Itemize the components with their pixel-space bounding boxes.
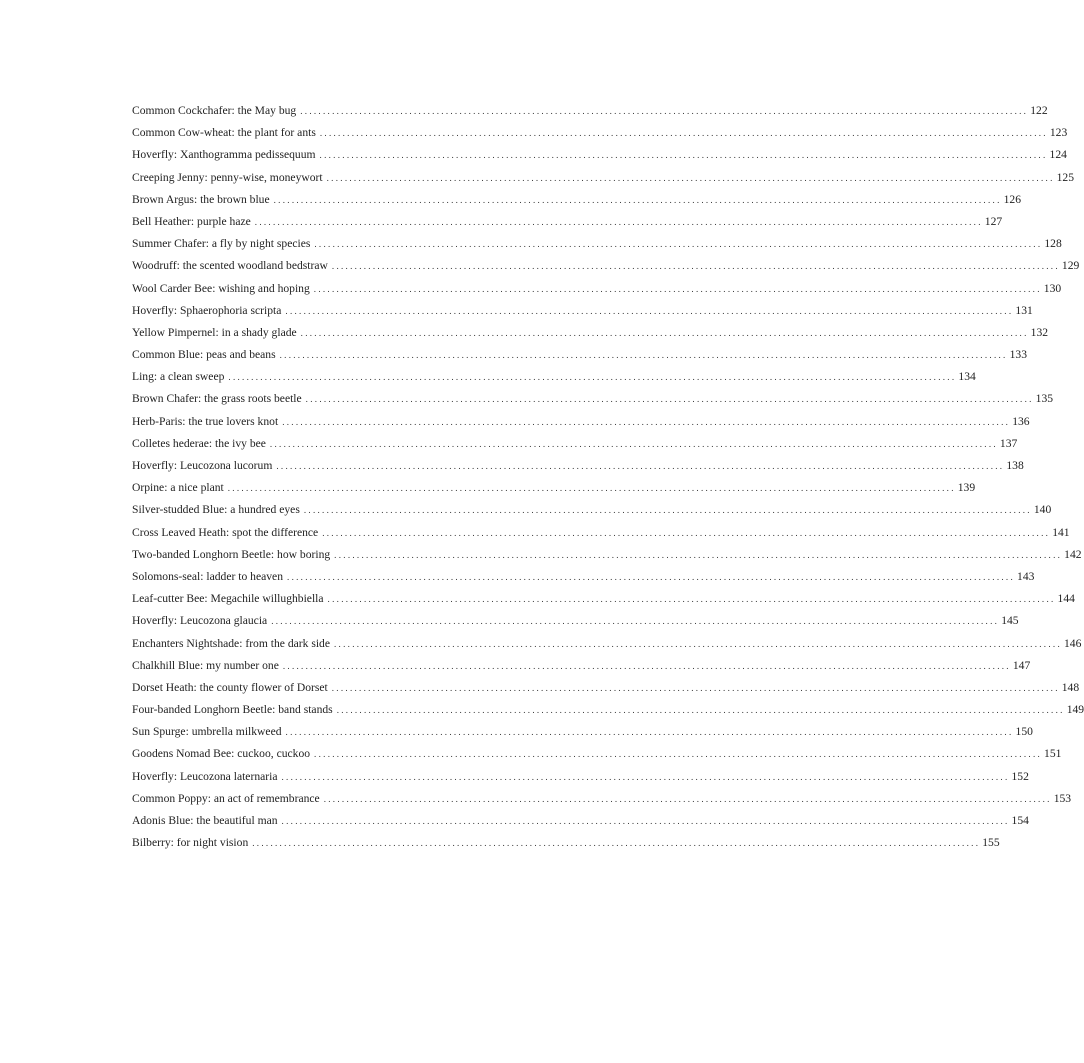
toc-entry-title: Solomons-seal: ladder to heaven xyxy=(132,569,284,583)
toc-entry-page: 140 xyxy=(1033,503,1052,517)
toc-entry-page: 141 xyxy=(1052,525,1070,539)
toc-entry[interactable] xyxy=(132,610,1019,632)
toc-entry-page: 133 xyxy=(1009,348,1027,362)
dot-leader: ................................................................................................................................................................ xyxy=(287,571,1016,582)
dot-leader: ................................................................................................................................................................ xyxy=(271,616,1000,627)
dot-leader: ................................................................................................................................................................ xyxy=(331,261,1060,272)
toc-entry[interactable] xyxy=(132,566,1035,588)
toc-entry-title: Common Cow-wheat: the plant for ants xyxy=(132,126,316,140)
dot-leader: ................................................................................................................................................................ xyxy=(331,682,1060,693)
toc-entry[interactable] xyxy=(132,255,1080,277)
toc-entry[interactable] xyxy=(132,677,1080,699)
toc-entry-title: Woodruff: the scented woodland bedstraw xyxy=(132,259,328,273)
toc-entry-title: Chalkhill Blue: my number one xyxy=(132,658,279,672)
toc-entry-page: 152 xyxy=(1011,769,1029,783)
dot-leader: ................................................................................................................................................................ xyxy=(303,505,1032,516)
toc-entry[interactable] xyxy=(132,278,1062,300)
toc-entry[interactable] xyxy=(132,233,1062,255)
toc-entry-page: 143 xyxy=(1017,569,1035,583)
toc-entry[interactable] xyxy=(132,588,1075,610)
toc-entry[interactable] xyxy=(132,544,1082,566)
toc-entry-page: 147 xyxy=(1012,658,1031,672)
toc-entry-title: Hoverfly: Xanthogramma pedissequum xyxy=(132,148,316,162)
toc-entry-page: 149 xyxy=(1066,703,1084,717)
toc-entry[interactable] xyxy=(132,366,976,388)
dot-leader: ................................................................................................................................................................ xyxy=(276,461,1005,471)
toc-entry[interactable] xyxy=(132,388,1054,410)
toc-entry-page: 146 xyxy=(1064,636,1082,650)
table-of-contents xyxy=(132,100,1084,854)
toc-entry[interactable] xyxy=(132,167,1075,189)
toc-entry-title: Bilberry: for night vision xyxy=(132,836,249,850)
toc-entry[interactable] xyxy=(132,633,1082,655)
toc-entry[interactable] xyxy=(132,788,1072,810)
dot-leader: ................................................................................................................................................................ xyxy=(227,483,956,494)
toc-entry[interactable] xyxy=(132,832,1000,854)
dot-leader: ................................................................................................................................................................ xyxy=(319,128,1048,139)
toc-entry-page: 151 xyxy=(1044,747,1062,761)
toc-entry-page: 132 xyxy=(1030,325,1049,339)
toc-entry-page: 137 xyxy=(999,436,1018,450)
toc-entry-title: Wool Carder Bee: wishing and hoping xyxy=(132,281,310,295)
toc-entry-page: 126 xyxy=(1003,192,1022,206)
toc-entry-page: 130 xyxy=(1043,281,1062,295)
toc-entry[interactable] xyxy=(132,189,1022,211)
dot-leader: ................................................................................................................................................................ xyxy=(305,394,1034,405)
toc-entry[interactable] xyxy=(132,433,1018,455)
toc-entry-page: 138 xyxy=(1006,459,1024,472)
dot-leader: ................................................................................................................................................................ xyxy=(300,327,1029,338)
toc-entry-title: Four-banded Longhorn Beetle: band stands xyxy=(132,703,333,717)
toc-entry-title: Goodens Nomad Bee: cuckoo, cuckoo xyxy=(132,747,311,761)
toc-entry[interactable] xyxy=(132,743,1062,765)
toc-entry-title: Common Poppy: an act of remembrance xyxy=(132,791,320,805)
dot-leader: ................................................................................................................................................................ xyxy=(327,594,1056,605)
toc-entry-page: 125 xyxy=(1056,170,1075,184)
toc-entry-page: 145 xyxy=(1001,614,1019,628)
toc-entry-title: Dorset Heath: the county flower of Dorset xyxy=(132,680,328,694)
toc-entry[interactable] xyxy=(132,699,1084,721)
toc-entry[interactable] xyxy=(132,499,1052,521)
toc-entry-title: Brown Argus: the brown blue xyxy=(132,192,270,206)
toc-entry-page: 129 xyxy=(1061,259,1080,273)
toc-entry[interactable] xyxy=(132,122,1068,144)
dot-leader: ................................................................................................................................................................ xyxy=(282,660,1011,671)
toc-entry-title: Orpine: a nice plant xyxy=(132,481,224,495)
toc-entry-page: 122 xyxy=(1030,104,1048,117)
toc-entry[interactable] xyxy=(132,144,1067,166)
toc-entry-title: Silver-studded Blue: a hundred eyes xyxy=(132,503,300,517)
dot-leader: ................................................................................................................................................................ xyxy=(326,172,1055,183)
toc-entry-page: 148 xyxy=(1061,680,1080,694)
dot-leader: ................................................................................................................................................................ xyxy=(313,283,1042,294)
toc-entry[interactable] xyxy=(132,766,1029,788)
dot-leader: ................................................................................................................................................................ xyxy=(314,239,1043,250)
dot-leader: ................................................................................................................................................................ xyxy=(300,106,1029,116)
dot-leader: ................................................................................................................................................................ xyxy=(228,372,957,383)
toc-entry-page: 135 xyxy=(1035,392,1054,406)
toc-entry[interactable] xyxy=(132,211,1003,233)
toc-entry-page: 154 xyxy=(1011,814,1029,827)
toc-entry-page: 127 xyxy=(984,214,1003,228)
toc-entry-page: 144 xyxy=(1057,592,1075,606)
toc-entry[interactable] xyxy=(132,300,1033,322)
toc-entry-page: 128 xyxy=(1044,237,1062,251)
toc-entry-title: Ling: a clean sweep xyxy=(132,370,225,384)
dot-leader: ................................................................................................................................................................ xyxy=(273,194,1002,205)
dot-leader: ................................................................................................................................................................ xyxy=(314,749,1043,760)
toc-entry-page: 136 xyxy=(1012,414,1030,428)
toc-entry[interactable] xyxy=(132,100,1048,122)
toc-entry[interactable] xyxy=(132,411,1030,433)
dot-leader: ................................................................................................................................................................ xyxy=(285,305,1014,316)
dot-leader: ................................................................................................................................................................ xyxy=(285,727,1014,738)
toc-entry-title: Two-banded Longhorn Beetle: how boring xyxy=(132,547,331,561)
toc-entry-title: Common Blue: peas and beans xyxy=(132,348,276,362)
toc-entry[interactable] xyxy=(132,322,1049,344)
dot-leader: ................................................................................................................................................................ xyxy=(252,838,981,849)
dot-leader: ................................................................................................................................................................ xyxy=(281,816,1010,826)
toc-entry-page: 153 xyxy=(1053,791,1072,805)
toc-entry-title: Adonis Blue: the beautiful man xyxy=(132,814,278,827)
dot-leader: ................................................................................................................................................................ xyxy=(282,416,1011,427)
toc-entry-title: Sun Spurge: umbrella milkweed xyxy=(132,725,282,739)
toc-entry[interactable] xyxy=(132,810,1029,832)
toc-entry[interactable] xyxy=(132,344,1027,366)
dot-leader: ................................................................................................................................................................ xyxy=(254,216,983,227)
toc-entry-page: 124 xyxy=(1049,148,1067,162)
dot-leader: ................................................................................................................................................................ xyxy=(334,638,1062,649)
dot-leader: ................................................................................................................................................................ xyxy=(322,527,1051,538)
toc-entry-title: Cross Leaved Heath: spot the difference xyxy=(132,525,319,539)
toc-entry-page: 131 xyxy=(1015,303,1033,317)
toc-entry-title: Creeping Jenny: penny-wise, moneywort xyxy=(132,170,323,184)
toc-entry-page: 150 xyxy=(1015,725,1033,739)
dot-leader: ................................................................................................................................................................ xyxy=(336,705,1065,716)
dot-leader: ................................................................................................................................................................ xyxy=(334,549,1063,560)
toc-entry-title: Colletes hederae: the ivy bee xyxy=(132,436,266,450)
toc-entry[interactable] xyxy=(132,522,1070,544)
toc-entry[interactable] xyxy=(132,721,1033,743)
dot-leader: ................................................................................................................................................................ xyxy=(279,350,1008,361)
toc-entry-page: 142 xyxy=(1064,547,1082,561)
toc-entry-title: Common Cockchafer: the May bug xyxy=(132,104,297,117)
toc-entry-title: Hoverfly: Sphaerophoria scripta xyxy=(132,303,282,317)
toc-entry-title: Enchanters Nightshade: from the dark side xyxy=(132,636,330,650)
dot-leader: ................................................................................................................................................................ xyxy=(323,793,1052,804)
toc-entry-title: Hoverfly: Leucozona laternaria xyxy=(132,769,278,783)
toc-entry-title: Summer Chafer: a fly by night species xyxy=(132,237,311,251)
toc-entry-title: Brown Chafer: the grass roots beetle xyxy=(132,392,302,406)
toc-entry-page: 134 xyxy=(958,370,976,384)
toc-entry[interactable] xyxy=(132,455,1024,477)
toc-entry-title: Bell Heather: purple haze xyxy=(132,214,251,228)
toc-entry-title: Hoverfly: Leucozona lucorum xyxy=(132,459,273,472)
toc-entry-page: 139 xyxy=(957,481,976,495)
toc-entry-title: Hoverfly: Leucozona glaucia xyxy=(132,614,268,628)
toc-entry-page: 123 xyxy=(1049,126,1068,140)
toc-entry-title: Yellow Pimpernel: in a shady glade xyxy=(132,325,297,339)
toc-entry-title: Leaf-cutter Bee: Megachile willughbiella xyxy=(132,592,324,606)
dot-leader: ................................................................................................................................................................ xyxy=(281,771,1010,782)
dot-leader: ................................................................................................................................................................ xyxy=(269,438,998,449)
toc-entry[interactable] xyxy=(132,477,976,499)
toc-entry-title: Herb-Paris: the true lovers knot xyxy=(132,414,279,428)
dot-leader: ................................................................................................................................................................ xyxy=(319,150,1048,161)
toc-entry-page: 155 xyxy=(982,836,1000,850)
toc-entry[interactable] xyxy=(132,655,1031,677)
